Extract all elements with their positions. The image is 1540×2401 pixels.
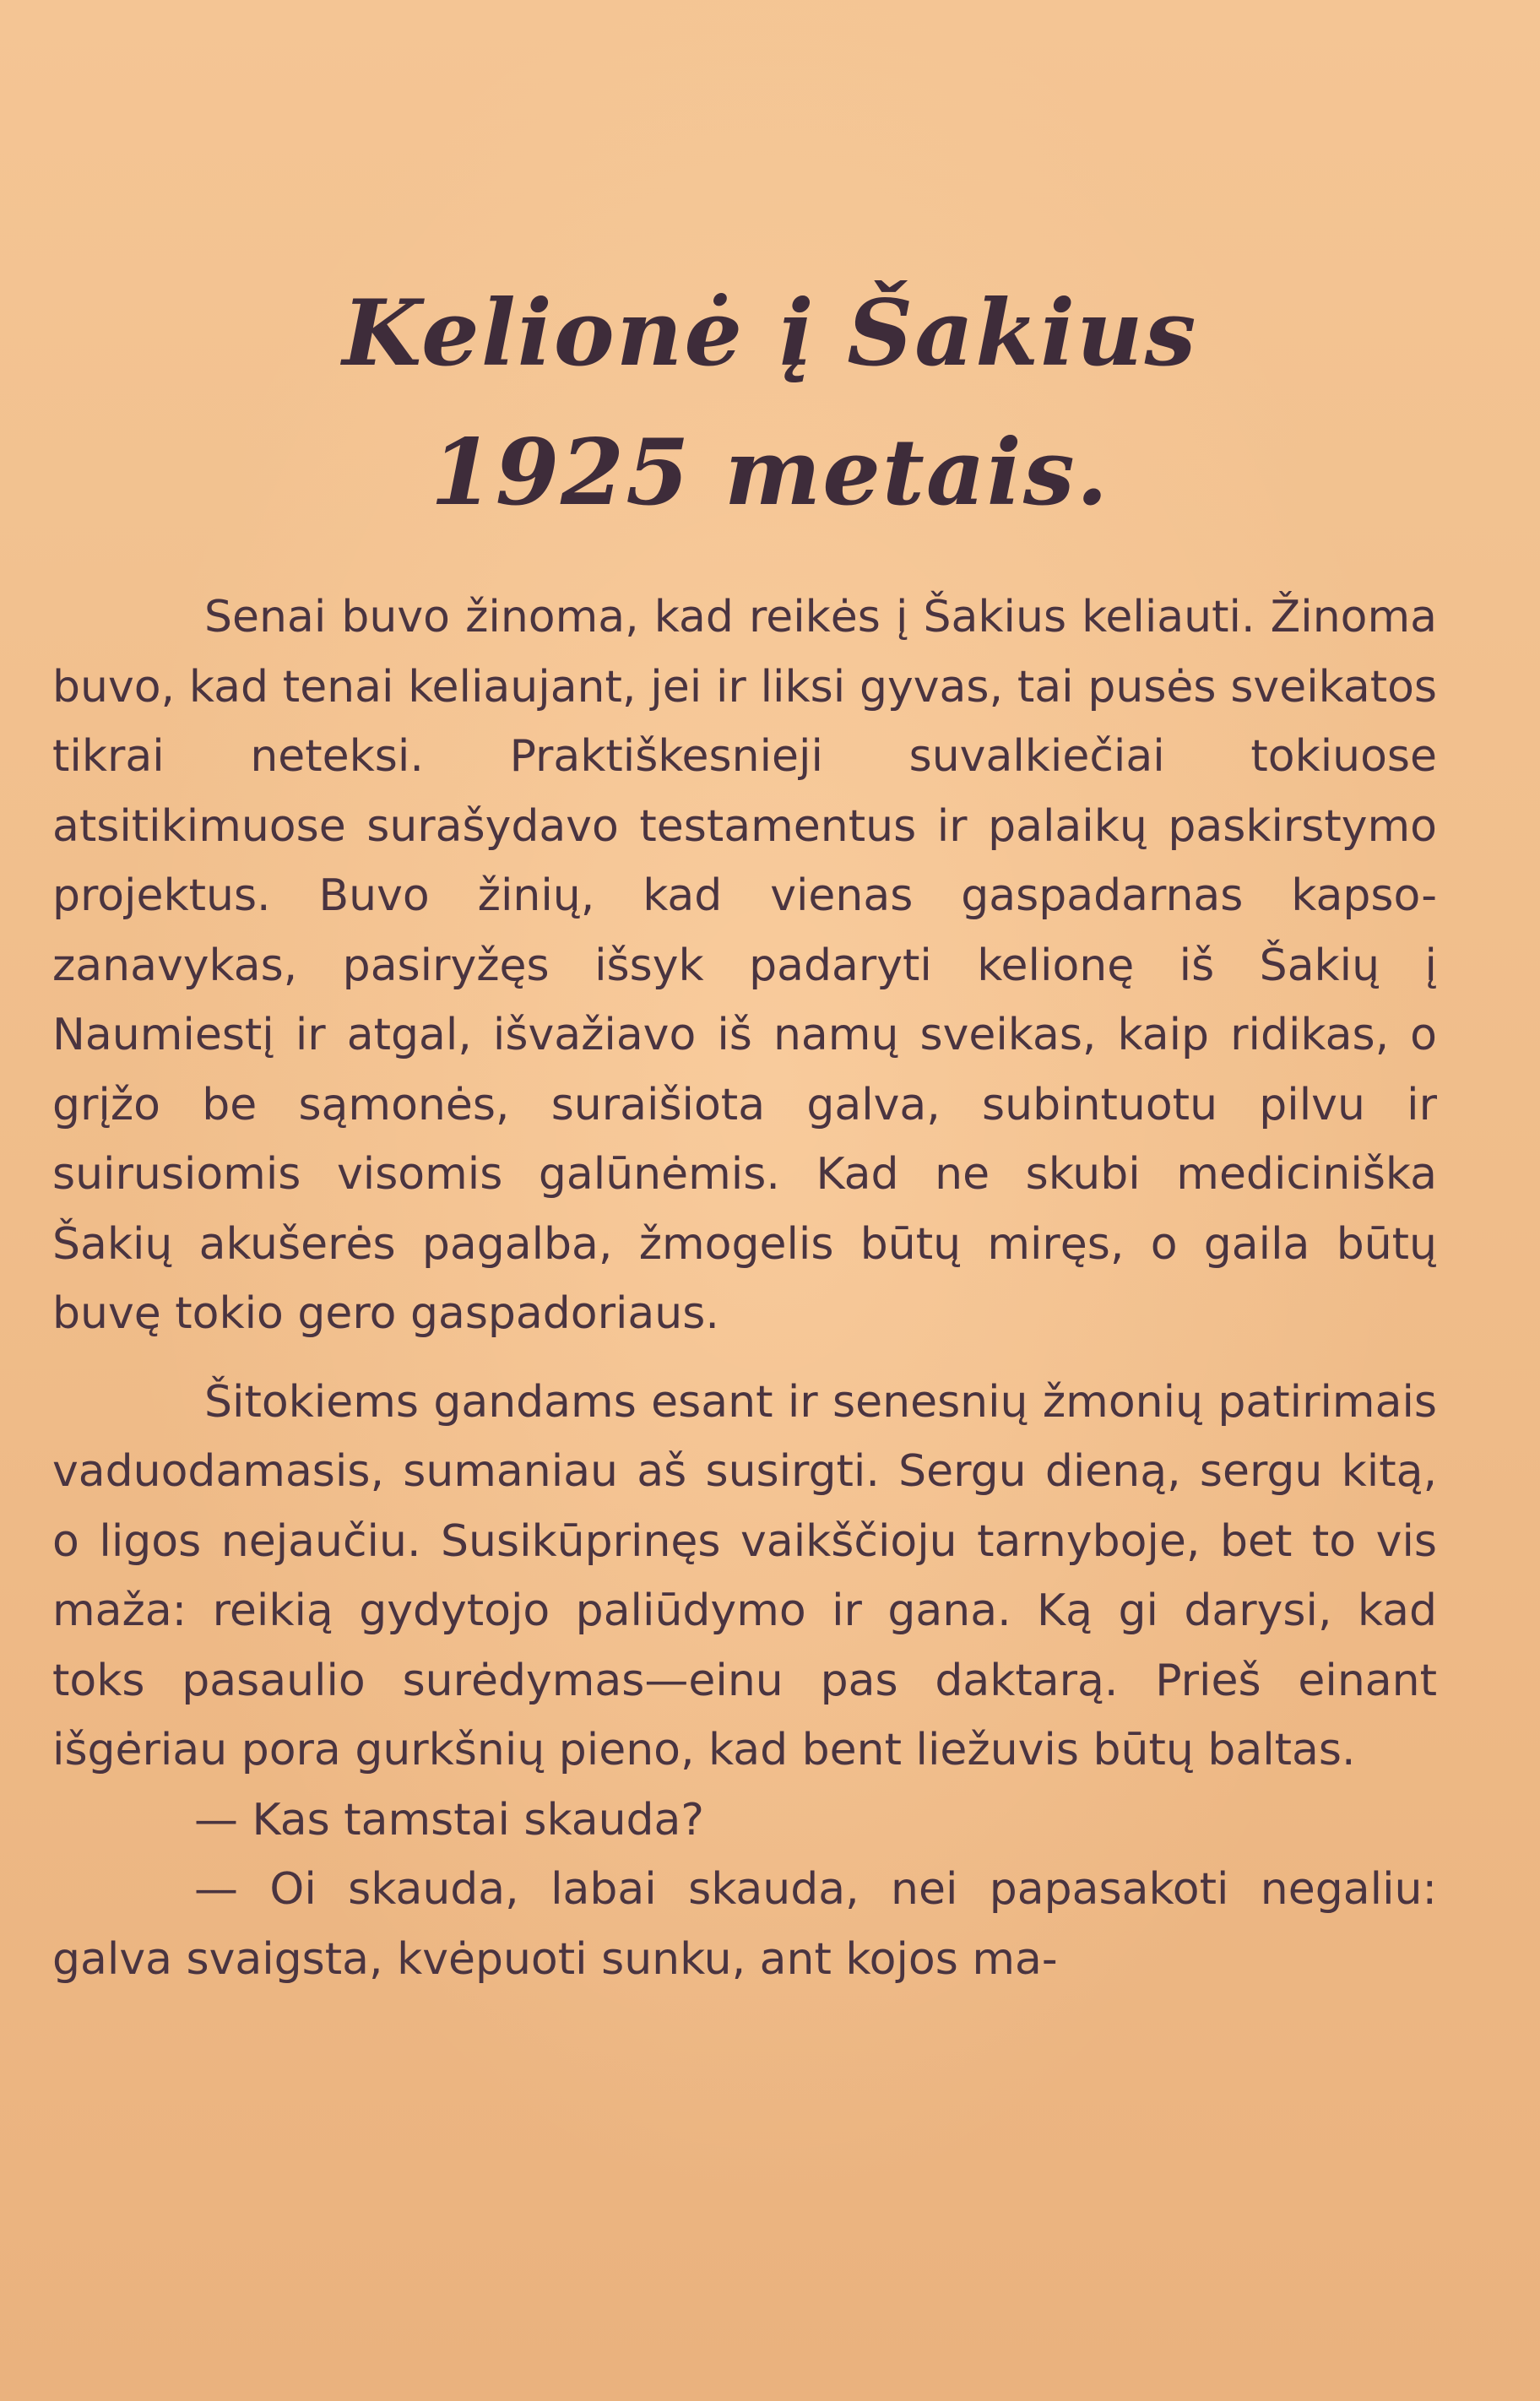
paragraph-1: Senai buvo žinoma, kad reikės į Šakius keliauti. Žinoma buvo, kad tenai keliaujant, jei ir liksi gyvas, tai pusės sveikatos tikrai neteksi. Praktiškesnieji suvalkiečiai tokiuose atsitikimuose surašydavo testamentus ir palaikų paskirstymo projektus. Buvo žinių, kad vienas gaspadarnas kapso-zanavykas, pasiryžęs išsyk padaryti kelionę iš Šakių į Naumiestį ir atgal, išvažiavo iš namų sveikas, kaip ridikas, o grįžo be sąmonės, suraišiota galva, subintuotu pilvu ir suirusiomis visomis galūnėmis. Kad ne skubi mediciniška Šakių akušerės pagalba, žmogelis būtų miręs, o gaila būtų buvę tokio gero gaspadoriaus. <box>52 592 1437 1339</box>
paragraph-2: Šitokiems gandams esant ir senesnių žmonių patirimais vaduodamasis, sumaniau aš susirgti. Sergu dieną, sergu kitą, o ligos nejaučiu. Susikūprinęs vaikščioju tarnyboje, bet to vis maža: reikią gydytojo paliūdymo ir gana. Ką gi darysi, kad toks pasaulio surėdymas—einu pas daktarą. Prieš einant išgėriau pora gurkšnių pieno, kad bent liežuvis būtų baltas. <box>52 1376 1437 1775</box>
title-line-1: Kelionė į Šakius <box>342 280 1198 387</box>
dialogue-line-2: — Oi skauda, labai skauda, nei papasakoti negaliu: galva svaigsta, kvėpuoti sunku, ant kojos ma- <box>52 1864 1437 1985</box>
title-line-2: 1925 metais. <box>430 420 1110 526</box>
body-text <box>52 583 1437 1994</box>
dialogue-line-1: — Kas tamstai skauda? <box>194 1794 705 1845</box>
